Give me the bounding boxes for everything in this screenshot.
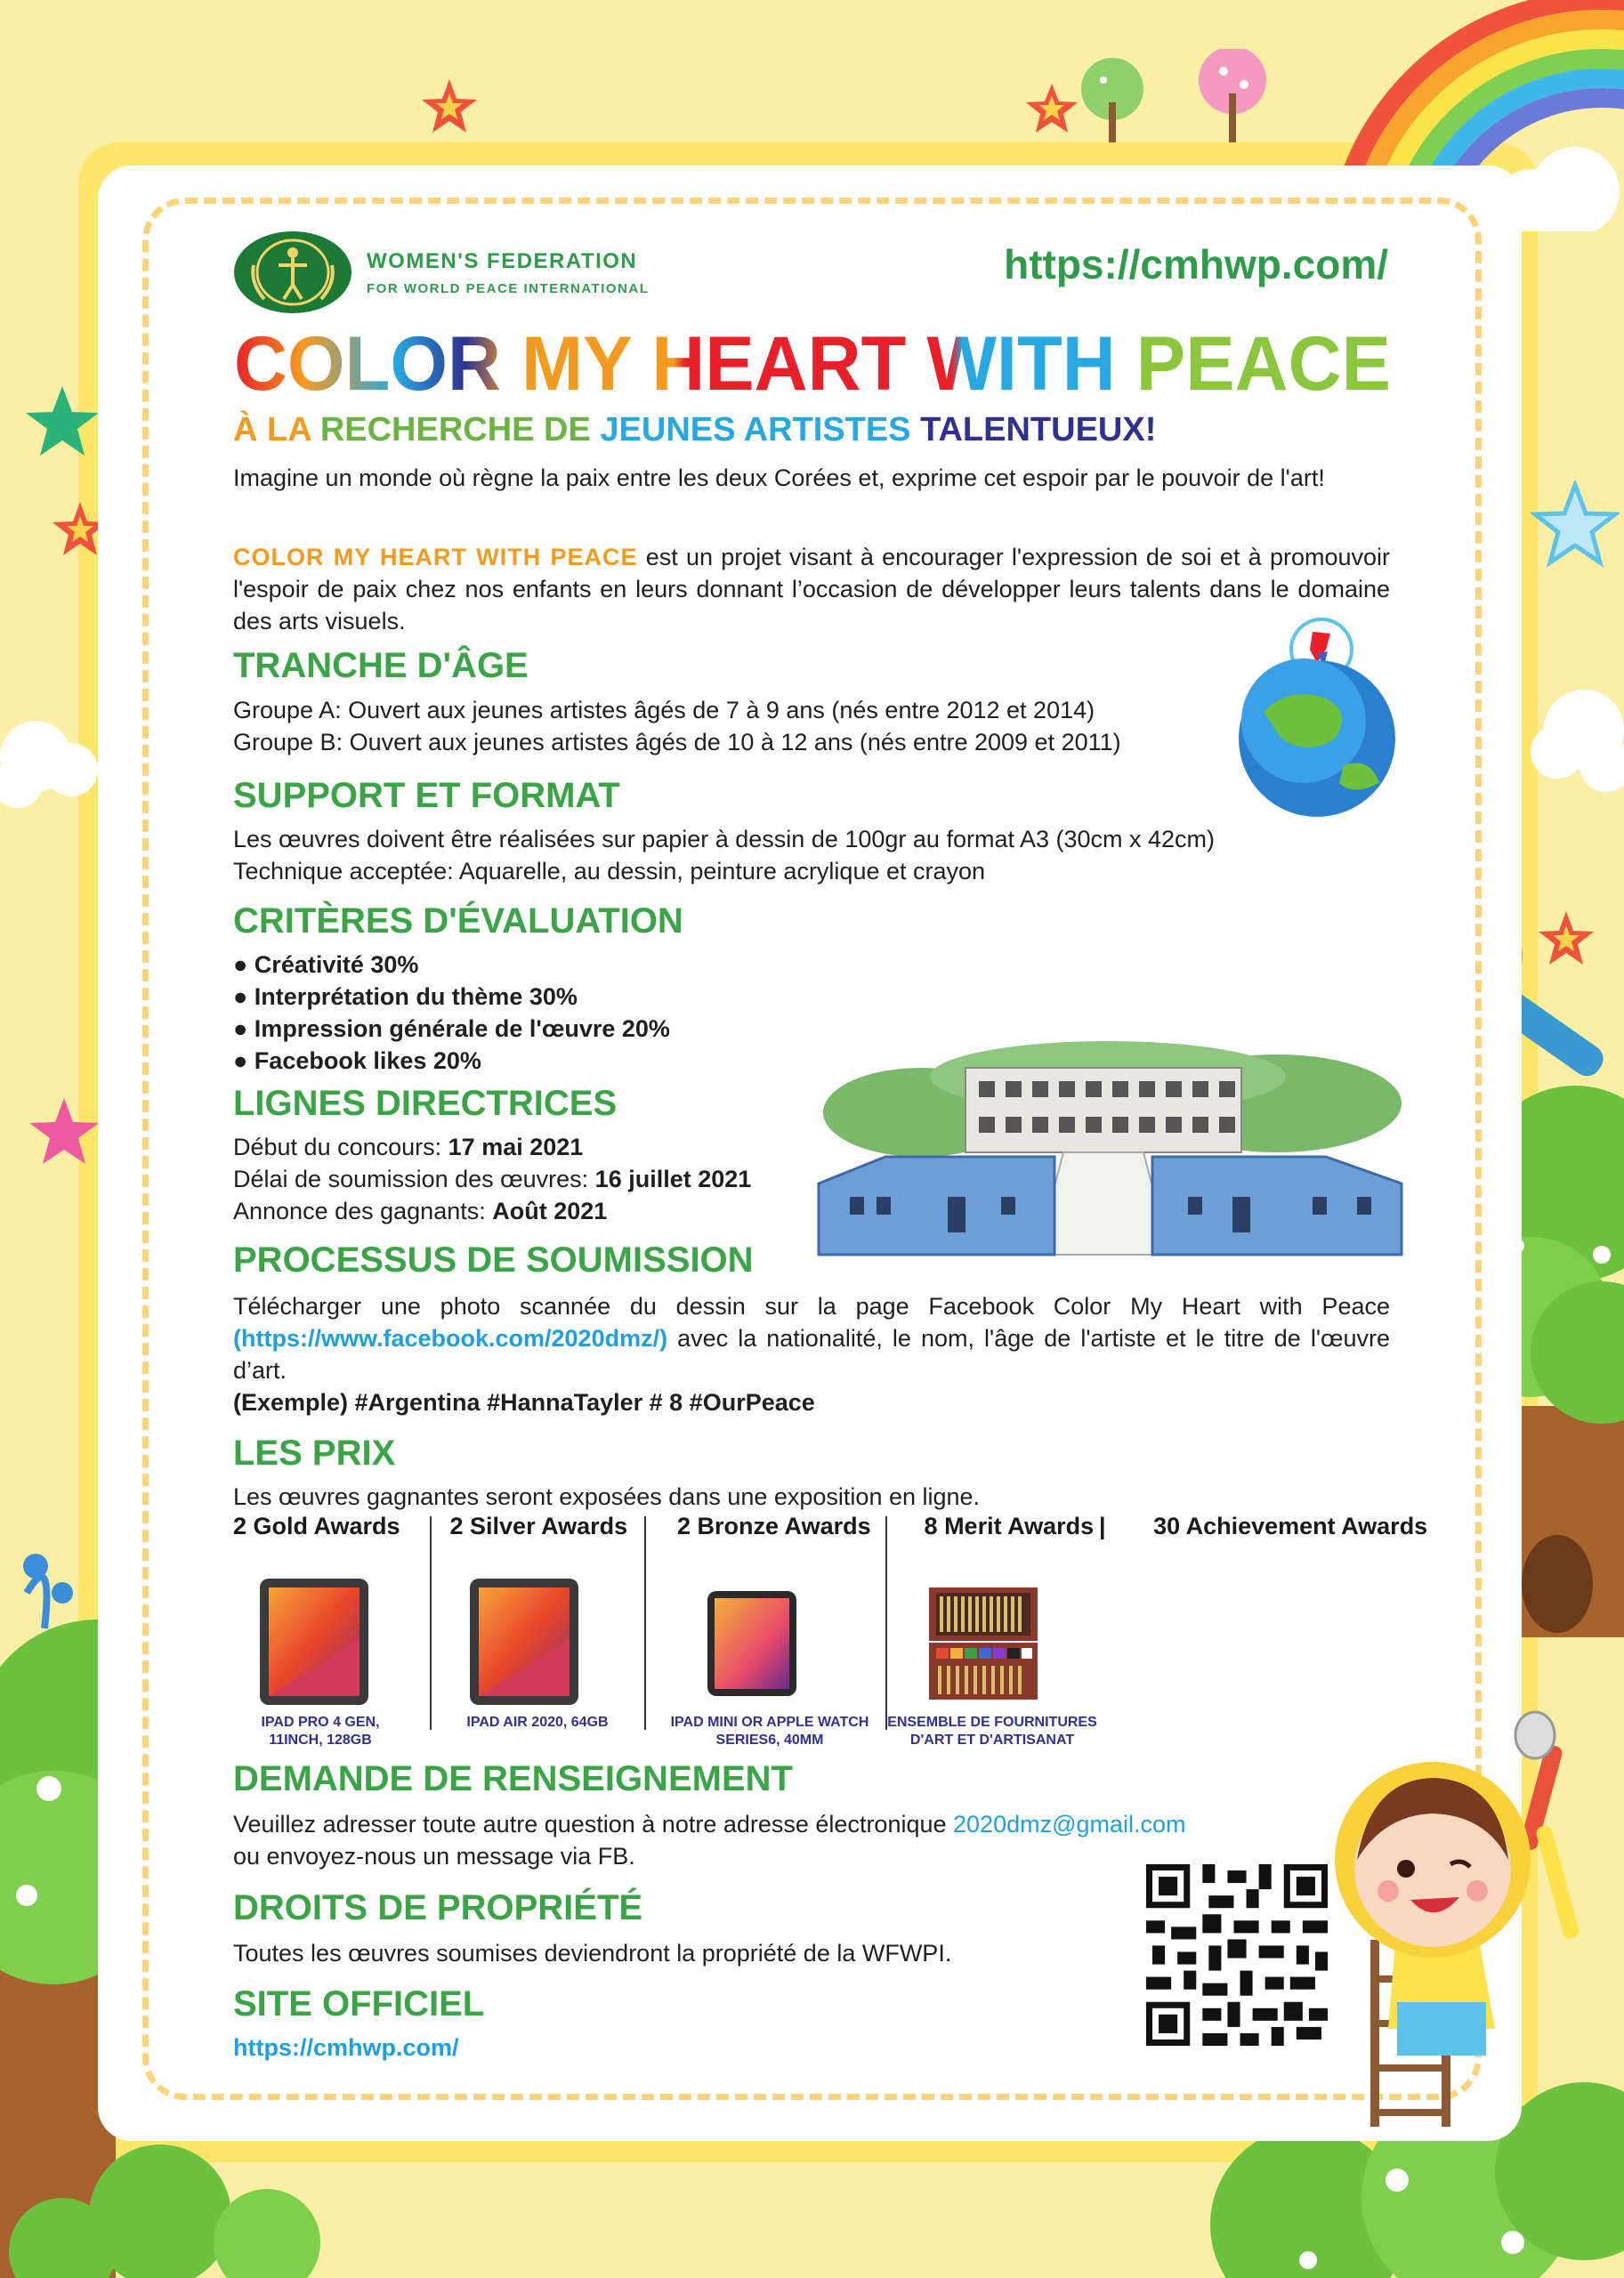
- support-line-2: Technique acceptée: Aquarelle, au dessin, peinture acrylique et crayon: [233, 858, 986, 885]
- divider: [430, 1516, 432, 1730]
- divider: [885, 1516, 887, 1730]
- star-icon: [418, 76, 481, 138]
- prize-caption: IPAD PRO 4 GEN, 11INCH, 128GB: [261, 1715, 380, 1748]
- support-line-1: Les œuvres doivent être réalisées sur papier à dessin de 100gr au format A3 (30cm x 42cm): [233, 826, 1216, 852]
- intro-text: Imagine un monde où règne la paix entre les deux Corées et, exprime cet espoir par le pouvoir de l'art!: [233, 464, 1325, 491]
- project-name: COLOR MY HEART WITH PEACE: [233, 544, 638, 570]
- description-text: [233, 541, 1390, 637]
- page-title: [231, 317, 1394, 406]
- support-list: [233, 823, 1390, 887]
- submission-line1: Télécharger une photo scannée du dessin sur la page Facebook Color My Heart with Peace: [233, 1293, 1390, 1320]
- section-title-guidelines: LIGNES DIRECTRICES: [233, 1084, 618, 1123]
- award-bronze: 2 Bronze Awards: [677, 1513, 871, 1539]
- guideline-label: Délai de soumission des œuvres:: [233, 1166, 595, 1192]
- submission-example: (Exemple) #Argentina #HannaTayler # 8 #OurPeace: [233, 1389, 815, 1416]
- prize-caption: IPAD AIR 2020, 64GB: [466, 1715, 609, 1730]
- rights-text: Toutes les œuvres soumises deviendront la propriété de la WFWPI.: [233, 1940, 952, 1967]
- ipad-air-image: [468, 1577, 580, 1707]
- award-merit: 8 Merit Awards: [924, 1513, 1095, 1539]
- section-title-support: SUPPORT ET FORMAT: [233, 776, 620, 815]
- criteria-item: ● Impression générale de l'œuvre 20%: [233, 1015, 670, 1042]
- guideline-value: 16 juillet 2021: [594, 1166, 752, 1192]
- headline-part4: TALENTUEUX!: [920, 411, 1157, 448]
- org-name: WOMEN'S FEDERATION: [367, 249, 638, 273]
- section-title-rights: DROITS DE PROPRIÉTÉ: [233, 1888, 643, 1927]
- dmz-building-illustration: [814, 1032, 1410, 1277]
- star-icon: [27, 1095, 102, 1170]
- age-group-list: [233, 694, 1390, 758]
- facebook-link[interactable]: (https://www.facebook.com/2020dmz/): [233, 1325, 668, 1352]
- star-icon: [22, 383, 102, 463]
- qr-code-icon[interactable]: [1146, 1864, 1328, 2046]
- cloud-illustration: [0, 685, 98, 810]
- criteria-item: ● Facebook likes 20%: [233, 1047, 481, 1074]
- guideline-deadline: [233, 1163, 803, 1195]
- prize-caption: ENSEMBLE DE FOURNITURES D'ART ET D'ARTISANAT: [887, 1715, 1097, 1748]
- guidelines-list: [233, 1131, 803, 1227]
- guideline-label: Début du concours:: [233, 1134, 448, 1160]
- guideline-value: 17 mai 2021: [448, 1134, 584, 1160]
- section-title-age: TRANCHE D'ÂGE: [233, 646, 529, 685]
- section-title-prizes: LES PRIX: [233, 1434, 396, 1473]
- art-supplies-kit-image: [925, 1584, 1041, 1704]
- ipad-pro-image: [258, 1577, 370, 1707]
- header-url-link[interactable]: https://cmhwp.com/: [1004, 241, 1388, 287]
- star-icon: [1531, 481, 1620, 570]
- award-separator: |: [1099, 1513, 1106, 1539]
- section-title-submission: PROCESSUS DE SOUMISSION: [233, 1240, 754, 1280]
- inquiry-text-2: ou envoyez-nous un message via FB.: [233, 1843, 635, 1870]
- star-icon: [1023, 80, 1081, 138]
- inquiry-text: [233, 1808, 1341, 1840]
- inquiry-text-1: Veuillez adresser toute autre question à notre adresse électronique: [233, 1811, 954, 1838]
- guideline-start-date: [233, 1131, 803, 1163]
- headline: [233, 411, 1156, 449]
- headline-part1: À LA: [233, 411, 311, 448]
- org-subtitle: FOR WORLD PEACE INTERNATIONAL: [367, 281, 650, 296]
- award-gold: 2 Gold Awards: [233, 1513, 400, 1539]
- wfwpi-logo-icon: [232, 230, 353, 315]
- guideline-announcement: [233, 1195, 803, 1227]
- guideline-label: Annonce des gagnants:: [233, 1198, 493, 1224]
- prize-caption: IPAD MINI OR APPLE WATCH SERIES6, 40MM: [670, 1715, 869, 1748]
- submission-text: [233, 1290, 1390, 1386]
- site-link[interactable]: https://cmhwp.com/: [233, 2034, 459, 2061]
- submission-line2: avec la nationalité, le nom, l'âge de l'artiste et le titre de l'œuvre d’art.: [233, 1325, 1390, 1384]
- section-title-inquiry: DEMANDE DE RENSEIGNEMENT: [233, 1759, 793, 1798]
- divider: [644, 1516, 646, 1730]
- description-rest: est un projet visant à encourager l'expression de soi et à promouvoir l'espoir de paix chez nos enfants en leurs donnant l’occasion de développer leurs talents dans le domaine des arts visuels.: [233, 544, 1390, 634]
- headline-part3: JEUNES ARTISTES: [600, 411, 911, 448]
- award-achievement: 30 Achievement Awards: [1153, 1513, 1428, 1539]
- prizes-intro: Les œuvres gagnantes seront exposées dans une exposition en ligne.: [233, 1483, 981, 1510]
- age-group-a: Groupe A: Ouvert aux jeunes artistes âgés de 7 à 9 ans (nés entre 2012 et 2014): [233, 697, 1095, 723]
- age-group-b: Groupe B: Ouvert aux jeunes artistes âgés de 10 à 12 ans (nés entre 2009 et 2011): [233, 729, 1121, 755]
- section-title-site: SITE OFFICIEL: [233, 1984, 485, 2024]
- criteria-item: ● Créativité 30%: [233, 951, 419, 978]
- email-link[interactable]: 2020dmz@gmail.com: [953, 1811, 1186, 1838]
- ipad-mini-image: [706, 1589, 798, 1698]
- criteria-item: ● Interprétation du thème 30%: [233, 983, 578, 1010]
- headline-part2: RECHERCHE DE: [319, 411, 591, 448]
- guideline-value: Août 2021: [492, 1198, 608, 1224]
- section-title-criteria: CRITÈRES D'ÉVALUATION: [233, 901, 683, 941]
- trees-illustration: [1077, 49, 1281, 147]
- girl-illustration: [1335, 1708, 1593, 2127]
- awards-row: [233, 1513, 1427, 1540]
- award-silver: 2 Silver Awards: [449, 1513, 628, 1539]
- page-title-text: COLOR MY HEART WITH PEACE: [234, 321, 1391, 406]
- cloud-illustration: [1522, 658, 1624, 792]
